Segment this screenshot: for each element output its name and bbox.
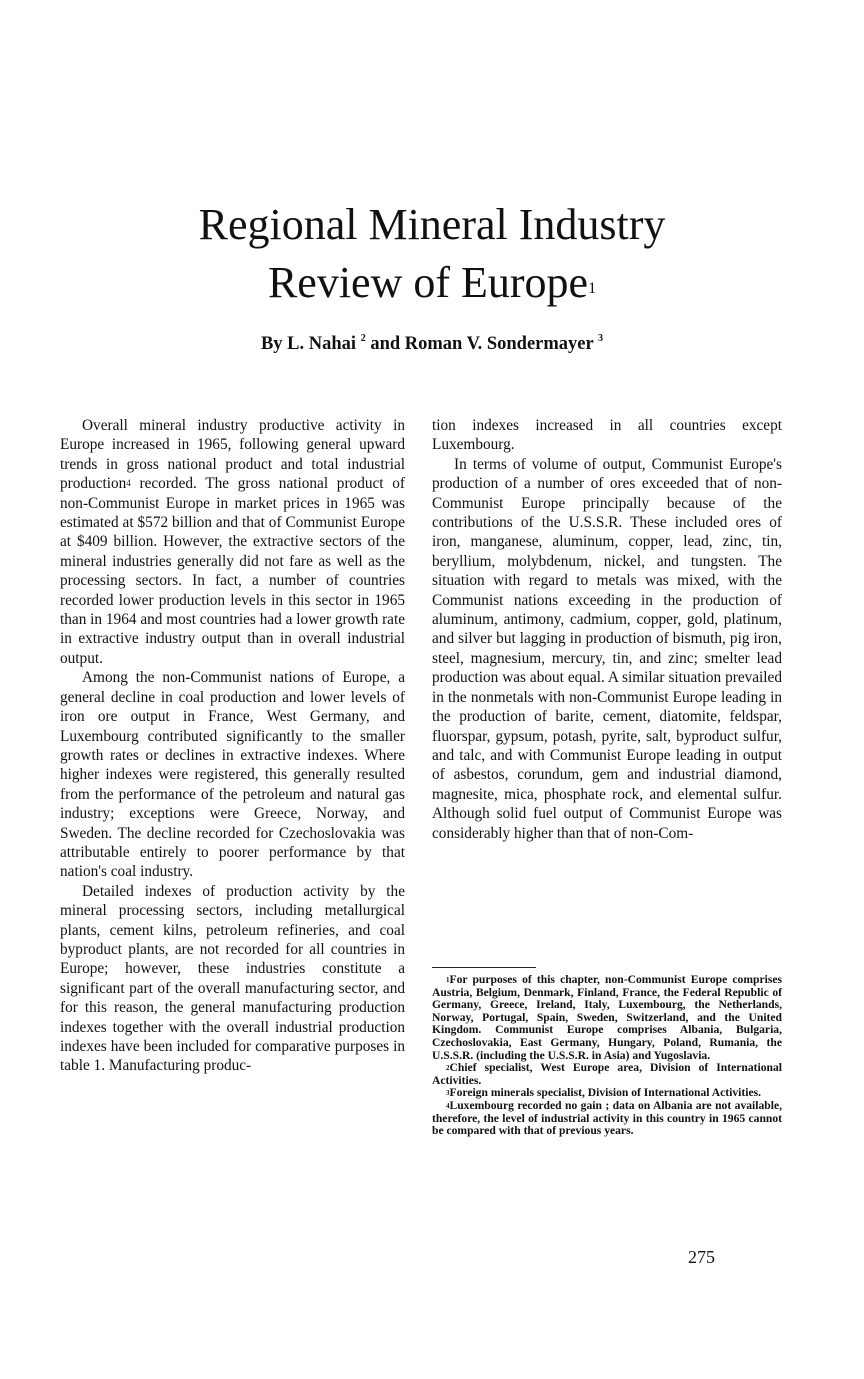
footnotes [432,974,782,1138]
footnote-2 [432,1062,782,1087]
title-line-1: Regional Mineral Industry [198,200,666,249]
author-2: and Roman V. Sondermayer [365,334,594,354]
footnote-3-text: Foreign minerals specialist, Division of International Activities. [449,1086,762,1100]
paragraph-1-text-a: Overall mineral industry productive activity in Europe increased in 1965, following general upward trends in gross national product and total industrial production [60,417,405,493]
footnote-2-mark: 2 [446,1064,450,1073]
paragraph-5: In terms of volume of output, Communist Europe's production of a number of ores exceeded that of non-Communist Europe principally because of the contributions of the U.S.S.R. These included ores of iron, manganese, aluminum, copper, lead, zinc, tin, beryllium, molybdenum, nickel, and tungsten. The situation with regard to metals was mixed, with the Communist nations exceeding in the production of aluminum, antimony, cadmium, copper, gold, platinum, and silver but lagging in production of bismuth, pig iron, steel, magnesium, mercury, tin, and zinc; smelter lead production was about equal. A similar situation prevailed in the nonmetals with non-Communist Europe leading in the production of barite, cement, diatomite, feldspar, fluorspar, gypsum, potash, pyrite, salt, byproduct sulfur, and talc, and with Communist Europe leading in output of asbestos, corundum, gem and industrial diamond, magnesite, mica, phosphate rock, and elemental sulfur. Although solid fuel output of Communist Europe was considerably higher than that of non-Com- [432,455,782,842]
footnote-divider [432,967,536,968]
footnote-1-mark: 1 [446,976,450,984]
footnote-2-text: Chief specialist, West Europe area, Division of International Activities. [432,1061,782,1087]
right-column [432,416,782,843]
paragraph-4: tion indexes increased in all countries except Luxembourg. [432,417,782,454]
footnote-4 [432,1100,782,1138]
paragraph-1 [60,416,405,668]
footnote-1 [432,974,782,1062]
paragraph-3: Detailed indexes of production activity by the mineral processing sectors, including metallurgical plants, cement kilns, petroleum refineries, and coal byproduct plants, are not recorded for all countries in Europe; however, these industries constitute a significant part of the overall manufacturing sector, and for this reason, the general manufacturing production indexes together with the overall industrial production indexes have been included for comparative purposes in table 1. Manufacturing produc- [60,882,405,1075]
title-footnote-mark: 1 [588,280,597,297]
left-column [60,416,405,1076]
paragraph-2: Among the non-Communist nations of Europe, a general decline in coal production and lower levels of iron ore output in France, West Germany, and Luxembourg contributed significantly to the smaller growth rates or declines in extractive indexes. Where higher indexes were registered, this generally resulted from the performance of the petroleum and natural gas industry; exceptions were Greece, Norway, and Sweden. The decline recorded for Czechoslovakia was attributable entirely to poorer performance by that nation's coal industry. [60,669,405,881]
page-number: 275 [688,1247,715,1267]
author-2-footnote-mark: 3 [598,333,604,344]
footnote-1-text: For purposes of this chapter, non-Communist Europe comprises Austria, Belgium, Denmark, Finland, France, the Federal Republic of Germany, Greece, Ireland, Italy, Luxembourg, the Netherlands, Norway, Portugal, Spain, Sweden, Switzerland, and the United Kingdom. Communist Europe comprises Albania, Bulgaria, Czechoslovakia, East Germany, Hungary, Poland, Rumania, the U.S.S.R. (including the U.S.S.R. in Asia) and Yugoslavia. [432,973,782,1062]
author-1-footnote-mark: 2 [360,333,366,344]
footnote-4-text: Luxembourg recorded no gain ; data on Albania are not available, therefore, the level of industrial activity in this country in 1965 cannot be compared with that of previous years. [432,1098,782,1138]
paragraph-1-text-b: recorded. The gross national product of non-Communist Europe in market prices in 1965 was estimated at $572 billion and that of Communist Europe at $409 billion. However, the extractive sectors of the mineral industries generally did not fare as well as the processing sectors. In fact, a number of countries recorded lower production levels in this sector in 1965 than in 1964 and most countries had a lower growth rate in extractive industry output than in overall industrial output. [60,475,405,667]
author-1: By L. Nahai [260,334,357,354]
footnote-4-mark: 4 [446,1101,450,1110]
title-line-2: Review of Europe [267,258,589,307]
page-title [0,196,864,312]
footnote-3-mark: 3 [446,1089,450,1098]
byline [0,334,864,355]
paragraph-1-footnote-mark: 4 [126,478,131,489]
